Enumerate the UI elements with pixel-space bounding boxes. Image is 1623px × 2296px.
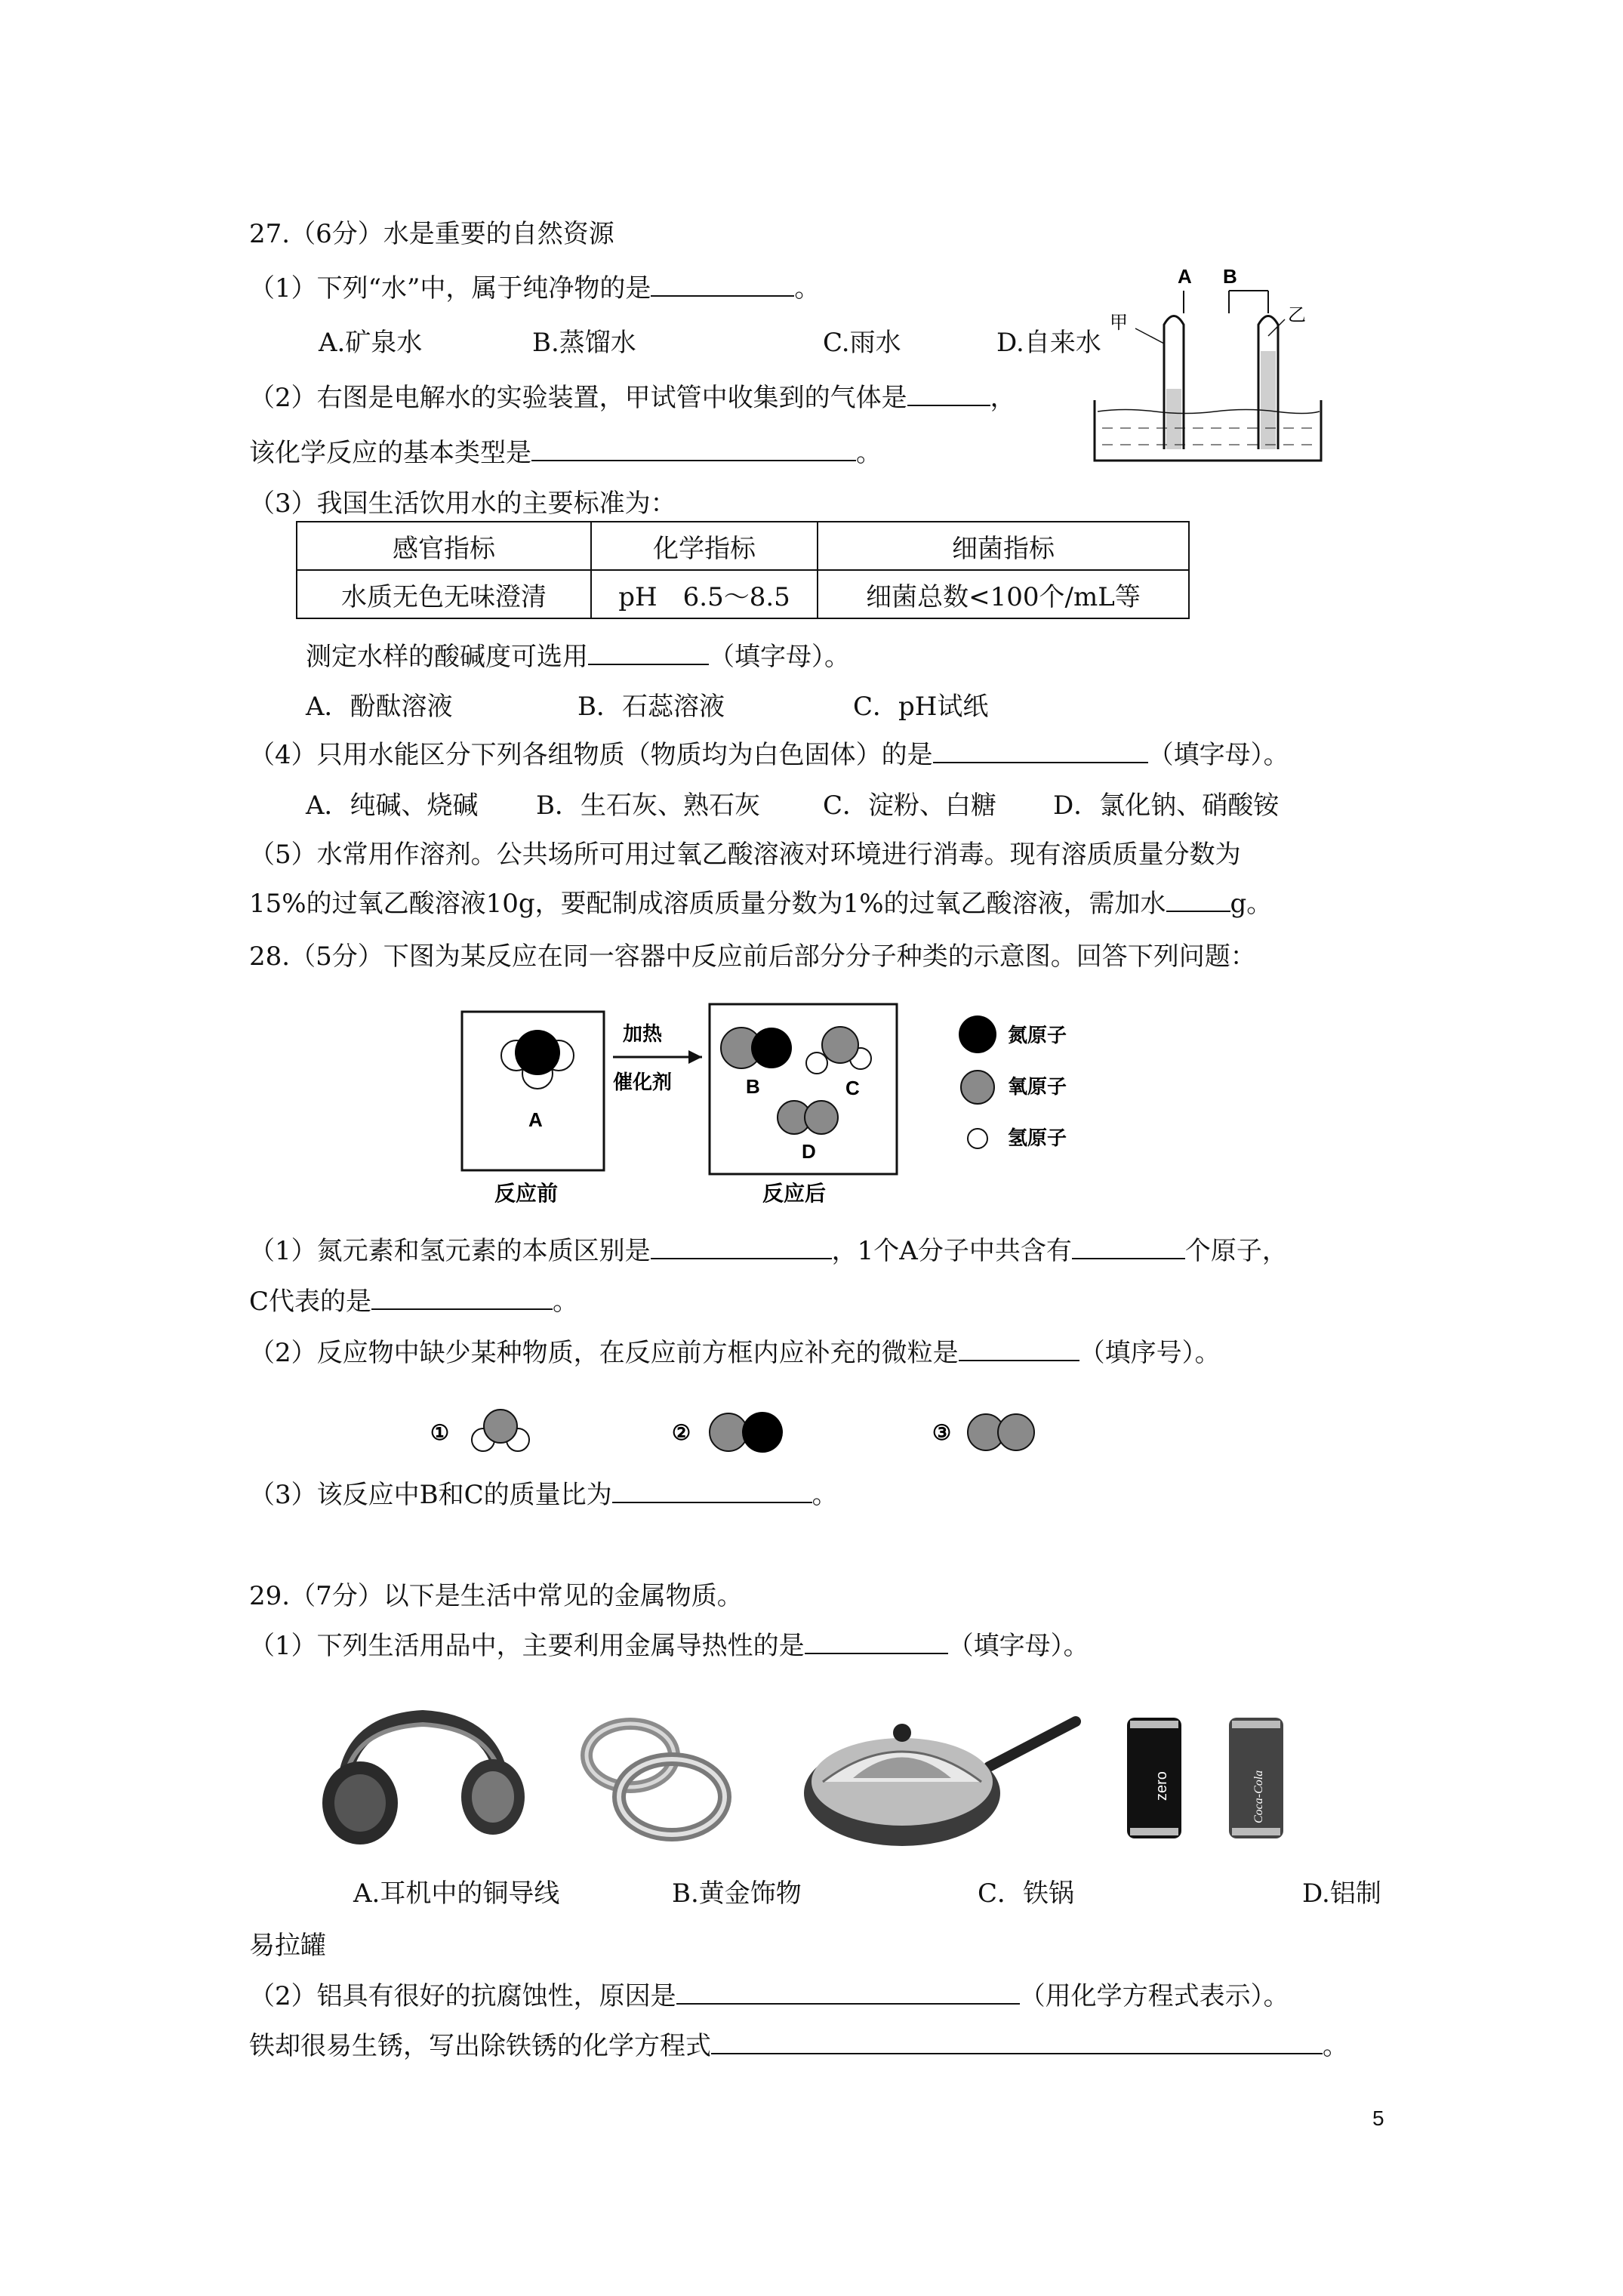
q29-option-a: A.耳机中的铜导线 — [353, 1878, 560, 1909]
q27-part2-line2-text: 该化学反应的基本类型是 — [249, 438, 531, 468]
q28-part2-text: （2）反应物中缺少某种物质，在反应前方框内应补充的微粒是 — [249, 1338, 959, 1368]
q29-part2-text: （2）铝具有很好的抗腐蚀性，原因是 — [249, 1981, 676, 2011]
choice-3 — [932, 1414, 1034, 1450]
answer-blank[interactable] — [612, 1479, 812, 1503]
table-header-row — [297, 522, 1189, 570]
q27-part4-end: （填字母）。 — [1147, 740, 1289, 770]
iron-wok-image — [800, 1706, 1079, 1857]
q27-part1-option-d-text: D.自来水 — [996, 328, 1101, 358]
answer-blank[interactable] — [907, 382, 990, 406]
q27-part5-line2-end: g。 — [1230, 889, 1273, 919]
q29-title: 29.（7分）以下是生活中常见的金属物质。 — [249, 1581, 743, 1611]
after-label: 反应后 — [762, 1181, 827, 1206]
legend-hydrogen-icon — [968, 1129, 987, 1148]
electrolysis-apparatus-figure — [1079, 260, 1336, 464]
answer-blank[interactable] — [651, 1235, 832, 1259]
tube-label-jia: 甲 — [1110, 312, 1128, 333]
q27-part4-option-b: B．生石灰、熟石灰 — [536, 791, 760, 821]
q28-part3-text: （3）该反应中B和C的质量比为 — [249, 1480, 612, 1510]
water-standard-table — [296, 521, 1190, 619]
q27-part4 — [249, 738, 1289, 772]
table-cell: 水质无色无味澄清 — [297, 570, 591, 618]
answer-blank[interactable] — [676, 1980, 1020, 2005]
answer-blank[interactable] — [933, 739, 1148, 763]
q27-part1-option-c: C.雨水 — [823, 328, 901, 358]
q27-part5-line2 — [249, 887, 1272, 920]
molecule-label-d: D — [802, 1140, 816, 1163]
legend-nitrogen-icon — [959, 1015, 996, 1053]
legend-oxygen-icon — [961, 1071, 994, 1104]
q27-part5-line1: （5）水常用作溶剂。公共场所可用过氧乙酸溶液对环境进行消毒。现有溶质质量分数为 — [249, 840, 1241, 870]
can-label-cocacola: Coca-Cola — [1252, 1770, 1265, 1823]
table-header-cell: 化学指标 — [591, 522, 818, 570]
q28-part1 — [249, 1234, 1288, 1268]
headphones-image — [313, 1706, 532, 1850]
q28-part1-text: （1）氮元素和氢元素的本质区别是 — [249, 1236, 651, 1266]
q29-part1 — [249, 1629, 1089, 1663]
cola-can-classic-image — [1223, 1710, 1291, 1846]
legend-oxygen: 氧原子 — [1008, 1076, 1067, 1099]
q27-part4-text: （4）只用水能区分下列各组物质（物质均为白色固体）的是 — [249, 740, 933, 770]
choice-1-label: ① — [430, 1420, 450, 1445]
before-label: 反应前 — [494, 1181, 559, 1206]
legend-nitrogen: 氮原子 — [1008, 1025, 1067, 1047]
q28-part1-line2-text: C代表的是 — [249, 1287, 372, 1317]
q27-part3-question-text: 测定水样的酸碱度可选用 — [306, 642, 588, 672]
q27-part2-line2 — [249, 436, 882, 470]
q29-part1-end: （填字母）。 — [947, 1631, 1089, 1661]
q27-part3-question — [306, 640, 850, 673]
q27-part3-question-end: （填字母）。 — [709, 642, 850, 672]
answer-blank[interactable] — [711, 2030, 1323, 2054]
answer-blank[interactable] — [588, 641, 709, 665]
q28-part2-end: （填序号）。 — [1079, 1338, 1221, 1368]
choice-2-label: ② — [672, 1420, 691, 1445]
electrode-label-a: A — [1178, 265, 1192, 288]
answer-blank[interactable] — [1072, 1235, 1185, 1259]
q27-part1-option-d — [996, 326, 1101, 359]
q27-part2 — [249, 381, 1016, 415]
table-cell: pH 6.5～8.5 — [591, 570, 818, 618]
table-header-cell: 感官指标 — [297, 522, 591, 570]
molecule-label-a: A — [528, 1108, 543, 1131]
q27-part5-line2-text: 15%的过氧乙酸溶液10g，要配制成溶质质量分数为1%的过氧乙酸溶液，需加水 — [249, 889, 1166, 919]
answer-blank[interactable] — [959, 1337, 1079, 1361]
q29-part1-text: （1）下列生活用品中，主要利用金属导热性的是 — [249, 1631, 805, 1661]
q29-option-d: D.铝制 — [1302, 1878, 1381, 1909]
tube-label-yi: 乙 — [1288, 304, 1306, 325]
q28-title: 28.（5分）下图为某反应在同一容器中反应前后部分分子种类的示意图。回答下列问题： — [249, 942, 1256, 972]
q28-part1-line2 — [249, 1285, 578, 1318]
table-header-cell: 细菌指标 — [818, 522, 1189, 570]
q29-part2-line2 — [249, 2029, 1348, 2063]
choice-3-label: ③ — [932, 1420, 952, 1445]
q28-part1-end: 个原子， — [1184, 1236, 1288, 1266]
answer-blank[interactable] — [531, 437, 856, 461]
q29-option-d-continued: 易拉罐 — [249, 1931, 326, 1961]
q29-part2-end: （用化学方程式表示）。 — [1019, 1981, 1289, 2011]
q28-part1-middle: ，1个A分子中共含有 — [831, 1236, 1072, 1266]
answer-blank[interactable] — [651, 273, 794, 297]
q27-part4-option-c: C．淀粉、白糖 — [823, 791, 997, 821]
q29-part2-line2-end: 。 — [1323, 2031, 1348, 2061]
nitrogen-atom — [515, 1030, 560, 1075]
electrode-label-b: B — [1223, 265, 1237, 288]
table-row — [297, 570, 1189, 618]
q27-part3-option-a: A．酚酞溶液 — [306, 692, 453, 722]
q27-part3-option-c: C．pH试纸 — [853, 692, 989, 722]
q27-part3: （3）我国生活饮用水的主要标准为： — [249, 488, 676, 519]
molecule-label-b: B — [746, 1075, 760, 1098]
legend-hydrogen: 氢原子 — [1008, 1127, 1067, 1150]
q27-part3-option-b: B．石蕊溶液 — [577, 692, 725, 722]
q27-title: 27.（6分）水是重要的自然资源 — [249, 219, 614, 249]
q27-part2-comma: ， — [990, 383, 1016, 413]
q27-part1-end: 。 — [794, 273, 821, 304]
molecule-label-c: C — [845, 1077, 860, 1099]
q27-part1 — [249, 272, 820, 305]
q29-part2-line2-text: 铁却很易生锈，写出除铁锈的化学方程式 — [249, 2031, 711, 2061]
q28-part1-line2-end: 。 — [553, 1287, 579, 1317]
choice-2 — [672, 1412, 783, 1453]
q29-option-c: C．铁锅 — [978, 1878, 1075, 1909]
q27-part2-line2-end: 。 — [856, 438, 882, 468]
condition-catalyst: 催化剂 — [613, 1071, 673, 1094]
q27-part1-option-a: A.矿泉水 — [319, 328, 423, 358]
reaction-diagram — [453, 989, 1132, 1208]
page-number: 5 — [1372, 2106, 1384, 2130]
can-label-zero: zero — [1153, 1771, 1170, 1801]
q29-part2 — [249, 1980, 1289, 2013]
q28-part3-end: 。 — [812, 1480, 838, 1510]
q27-part1-text: （1）下列“水”中，属于纯净物的是 — [249, 273, 651, 304]
q27-part1-option-b: B.蒸馏水 — [532, 328, 636, 358]
q27-part4-option-a: A．纯碱、烧碱 — [306, 791, 479, 821]
answer-blank[interactable] — [371, 1286, 553, 1310]
gold-rings-image — [570, 1710, 744, 1846]
choice-1 — [430, 1410, 529, 1451]
q27-part2-text: （2）右图是电解水的实验装置，甲试管中收集到的气体是 — [249, 383, 907, 413]
q27-part4-option-d: D．氯化钠、硝酸铵 — [1053, 791, 1280, 821]
q28-part2 — [249, 1336, 1221, 1370]
q28-part3 — [249, 1478, 838, 1512]
particle-choices — [430, 1401, 1049, 1461]
answer-blank[interactable] — [1166, 888, 1230, 912]
answer-blank[interactable] — [805, 1630, 948, 1654]
table-cell: 细菌总数<100个/mL等 — [818, 570, 1189, 618]
q29-option-b: B.黄金饰物 — [672, 1878, 802, 1909]
condition-heat: 加热 — [623, 1023, 663, 1046]
cola-can-zero-image — [1121, 1710, 1189, 1846]
